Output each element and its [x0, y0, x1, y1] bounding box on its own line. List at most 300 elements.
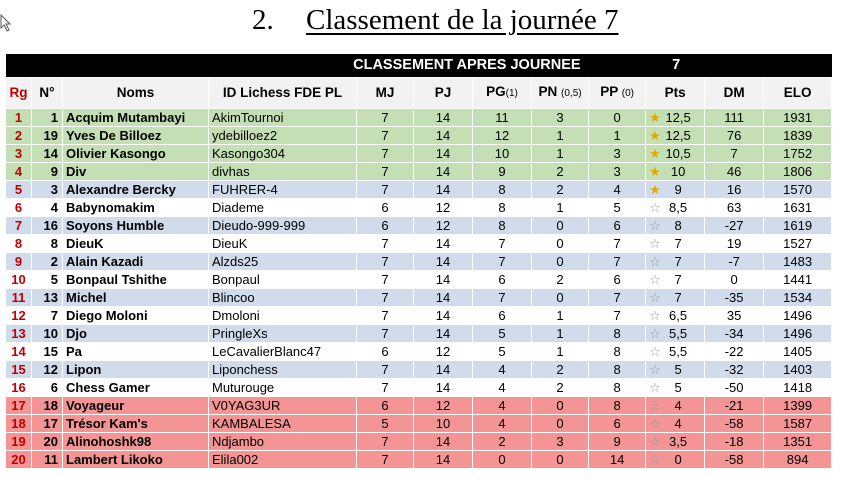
- pn-cell: 0: [532, 397, 589, 415]
- section-heading: [252, 4, 618, 44]
- points-cell: [646, 127, 705, 145]
- pp-cell: 7: [589, 235, 646, 253]
- dm-cell: -27: [705, 217, 764, 235]
- pj-cell: 14: [414, 379, 473, 397]
- player-number-cell: 7: [32, 307, 63, 325]
- player-name-cell: Olivier Kasongo: [63, 145, 209, 163]
- player-number-cell: 20: [32, 433, 63, 451]
- mj-cell: 7: [357, 235, 414, 253]
- lichess-id-cell: Dmoloni: [209, 307, 357, 325]
- elo-cell: 1587: [764, 415, 832, 433]
- rank-cell: 16: [6, 379, 32, 397]
- points-cell: [646, 343, 705, 361]
- rank-cell: 7: [6, 217, 32, 235]
- table-row: [6, 235, 832, 253]
- rank-cell: 8: [6, 235, 32, 253]
- elo-cell: 1441: [764, 271, 832, 289]
- rank-cell: 4: [6, 163, 32, 181]
- grey-star-icon: ☆: [649, 433, 661, 449]
- rank-cell: 1: [6, 109, 32, 127]
- pn-cell: 2: [532, 379, 589, 397]
- player-number-cell: 14: [32, 145, 63, 163]
- elo-cell: 1403: [764, 361, 832, 379]
- points-cell: [646, 253, 705, 271]
- header-lichess-id: ID Lichess FDE PL: [209, 78, 357, 109]
- table-row: [6, 397, 832, 415]
- table-row: [6, 379, 832, 397]
- player-name-cell: Voyageur: [63, 397, 209, 415]
- standings-banner: [6, 54, 832, 78]
- lichess-id-cell: Kasongo304: [209, 145, 357, 163]
- pp-cell: 3: [589, 163, 646, 181]
- player-number-cell: 16: [32, 217, 63, 235]
- header-pp-label: PP: [600, 84, 618, 99]
- elo-cell: 1534: [764, 289, 832, 307]
- elo-cell: 1405: [764, 343, 832, 361]
- pn-cell: 2: [532, 163, 589, 181]
- lichess-id-cell: LeCavalierBlanc47: [209, 343, 357, 361]
- player-name-cell: Diego Moloni: [63, 307, 209, 325]
- rank-cell: 9: [6, 253, 32, 271]
- elo-cell: 1351: [764, 433, 832, 451]
- dm-cell: 7: [705, 145, 764, 163]
- rank-cell: 2: [6, 127, 32, 145]
- dm-cell: 35: [705, 307, 764, 325]
- pp-cell: 8: [589, 397, 646, 415]
- points-value: 5: [674, 361, 682, 377]
- points-value: 4: [674, 397, 682, 413]
- pn-cell: 0: [532, 217, 589, 235]
- dm-cell: -35: [705, 289, 764, 307]
- section-number: 2.: [252, 4, 274, 36]
- dm-cell: 76: [705, 127, 764, 145]
- lichess-id-cell: Muturouge: [209, 379, 357, 397]
- points-value: 8,5: [669, 199, 688, 215]
- player-name-cell: Alain Kazadi: [63, 253, 209, 271]
- rank-cell: 18: [6, 415, 32, 433]
- pg-cell: 6: [473, 271, 532, 289]
- player-name-cell: Alexandre Bercky: [63, 181, 209, 199]
- section-title: Classement de la journée 7: [306, 4, 619, 36]
- pg-cell: 0: [473, 451, 532, 469]
- pj-cell: 14: [414, 127, 473, 145]
- mj-cell: 7: [357, 451, 414, 469]
- table-row: [6, 451, 832, 469]
- lichess-id-cell: Liponchess: [209, 361, 357, 379]
- pj-cell: 14: [414, 163, 473, 181]
- player-number-cell: 3: [32, 181, 63, 199]
- dm-cell: 111: [705, 109, 764, 127]
- points-cell: [646, 379, 705, 397]
- player-number-cell: 9: [32, 163, 63, 181]
- pj-cell: 14: [414, 325, 473, 343]
- table-row: [6, 253, 832, 271]
- table-row: [6, 325, 832, 343]
- points-value: 7: [674, 253, 682, 269]
- lichess-id-cell: Blincoo: [209, 289, 357, 307]
- grey-star-icon: ☆: [649, 217, 661, 233]
- pj-cell: 14: [414, 145, 473, 163]
- grey-star-icon: ☆: [649, 307, 661, 323]
- pg-cell: 10: [473, 145, 532, 163]
- table-row: [6, 163, 832, 181]
- mj-cell: 6: [357, 199, 414, 217]
- pg-cell: 9: [473, 163, 532, 181]
- dm-cell: -18: [705, 433, 764, 451]
- pg-cell: 11: [473, 109, 532, 127]
- grey-star-icon: ☆: [649, 253, 661, 269]
- elo-cell: 1839: [764, 127, 832, 145]
- elo-cell: 1631: [764, 199, 832, 217]
- pg-cell: 4: [473, 361, 532, 379]
- dm-cell: -21: [705, 397, 764, 415]
- points-value: 0: [674, 451, 682, 467]
- points-value: 3,5: [669, 433, 688, 449]
- dm-cell: -58: [705, 451, 764, 469]
- player-name-cell: Bonpaul Tshithe: [63, 271, 209, 289]
- points-cell: [646, 361, 705, 379]
- player-number-cell: 19: [32, 127, 63, 145]
- pj-cell: 14: [414, 181, 473, 199]
- grey-star-icon: ☆: [649, 271, 661, 287]
- player-number-cell: 2: [32, 253, 63, 271]
- dm-cell: 19: [705, 235, 764, 253]
- lichess-id-cell: Bonpaul: [209, 271, 357, 289]
- player-name-cell: Djo: [63, 325, 209, 343]
- standings-table-wrapper: [5, 54, 831, 469]
- pj-cell: 12: [414, 217, 473, 235]
- elo-cell: 1496: [764, 325, 832, 343]
- gold-star-icon: ★: [649, 181, 661, 197]
- pg-cell: 4: [473, 397, 532, 415]
- pj-cell: 12: [414, 397, 473, 415]
- table-row: [6, 343, 832, 361]
- header-number: N°: [32, 78, 63, 109]
- banner-label: CLASSEMENT APRES JOURNEE: [6, 54, 589, 78]
- lichess-id-cell: Alzds25: [209, 253, 357, 271]
- pn-cell: 1: [532, 307, 589, 325]
- elo-cell: 1931: [764, 109, 832, 127]
- table-row: [6, 109, 832, 127]
- player-name-cell: Michel: [63, 289, 209, 307]
- points-cell: [646, 289, 705, 307]
- pp-cell: 7: [589, 289, 646, 307]
- lichess-id-cell: KAMBALESA: [209, 415, 357, 433]
- header-elo: ELO: [764, 78, 832, 109]
- points-cell: [646, 109, 705, 127]
- player-name-cell: DieuK: [63, 235, 209, 253]
- points-cell: [646, 145, 705, 163]
- pn-cell: 0: [532, 289, 589, 307]
- banner-day: 7: [589, 54, 764, 78]
- gold-star-icon: ★: [649, 109, 661, 125]
- player-number-cell: 4: [32, 199, 63, 217]
- pg-cell: 8: [473, 199, 532, 217]
- pp-cell: 1: [589, 127, 646, 145]
- header-rank: Rg: [6, 78, 32, 109]
- header-pg-label: PG: [486, 84, 506, 99]
- dm-cell: -7: [705, 253, 764, 271]
- header-pp: [589, 78, 646, 109]
- elo-cell: 1570: [764, 181, 832, 199]
- pn-cell: 3: [532, 109, 589, 127]
- grey-star-icon: ☆: [649, 397, 661, 413]
- header-pg: [473, 78, 532, 109]
- pn-cell: 0: [532, 253, 589, 271]
- header-pn-label: PN: [538, 84, 558, 99]
- points-value: 7: [674, 271, 682, 287]
- standings-body: [6, 109, 832, 469]
- player-name-cell: Alinohoshk98: [63, 433, 209, 451]
- mouse-cursor-icon: [0, 14, 12, 32]
- header-pn-sub: (0,5): [561, 88, 582, 99]
- points-cell: [646, 307, 705, 325]
- pp-cell: 8: [589, 361, 646, 379]
- lichess-id-cell: Diademe: [209, 199, 357, 217]
- pp-cell: 0: [589, 109, 646, 127]
- pj-cell: 12: [414, 199, 473, 217]
- points-cell: [646, 415, 705, 433]
- player-number-cell: 17: [32, 415, 63, 433]
- elo-cell: 1418: [764, 379, 832, 397]
- pj-cell: 14: [414, 253, 473, 271]
- header-pj: PJ: [414, 78, 473, 109]
- pn-cell: 0: [532, 235, 589, 253]
- gold-star-icon: ★: [649, 163, 661, 179]
- column-header-row: [6, 78, 832, 109]
- points-cell: [646, 217, 705, 235]
- player-name-cell: Lipon: [63, 361, 209, 379]
- table-row: [6, 199, 832, 217]
- pj-cell: 12: [414, 343, 473, 361]
- mj-cell: 6: [357, 217, 414, 235]
- grey-star-icon: ☆: [649, 325, 661, 341]
- rank-cell: 11: [6, 289, 32, 307]
- pp-cell: 3: [589, 145, 646, 163]
- table-row: [6, 145, 832, 163]
- pj-cell: 14: [414, 235, 473, 253]
- points-value: 5,5: [669, 343, 688, 359]
- points-value: 10: [670, 163, 686, 179]
- points-value: 12,5: [665, 127, 691, 143]
- player-name-cell: Lambert Likoko: [63, 451, 209, 469]
- table-row: [6, 433, 832, 451]
- pp-cell: 9: [589, 433, 646, 451]
- player-name-cell: Acquim Mutambayi: [63, 109, 209, 127]
- grey-star-icon: ☆: [649, 379, 661, 395]
- pj-cell: 14: [414, 361, 473, 379]
- pg-cell: 8: [473, 181, 532, 199]
- mj-cell: 5: [357, 415, 414, 433]
- pn-cell: 2: [532, 271, 589, 289]
- lichess-id-cell: PringleXs: [209, 325, 357, 343]
- pj-cell: 14: [414, 307, 473, 325]
- pn-cell: 2: [532, 361, 589, 379]
- pn-cell: 1: [532, 325, 589, 343]
- rank-cell: 14: [6, 343, 32, 361]
- table-row: [6, 361, 832, 379]
- pp-cell: 4: [589, 181, 646, 199]
- gold-star-icon: ★: [649, 145, 661, 161]
- rank-cell: 12: [6, 307, 32, 325]
- rank-cell: 6: [6, 199, 32, 217]
- points-value: 5,5: [669, 325, 688, 341]
- pn-cell: 0: [532, 451, 589, 469]
- player-number-cell: 12: [32, 361, 63, 379]
- header-pp-sub: (0): [621, 88, 634, 99]
- pj-cell: 14: [414, 271, 473, 289]
- elo-cell: 1483: [764, 253, 832, 271]
- dm-cell: -32: [705, 361, 764, 379]
- elo-cell: 1806: [764, 163, 832, 181]
- gold-star-icon: ★: [649, 127, 661, 143]
- pn-cell: 1: [532, 145, 589, 163]
- grey-star-icon: ☆: [649, 451, 661, 467]
- pp-cell: 8: [589, 379, 646, 397]
- lichess-id-cell: DieuK: [209, 235, 357, 253]
- points-value: 5: [674, 379, 682, 395]
- dm-cell: -34: [705, 325, 764, 343]
- pg-cell: 12: [473, 127, 532, 145]
- dm-cell: -58: [705, 415, 764, 433]
- pg-cell: 5: [473, 343, 532, 361]
- grey-star-icon: ☆: [649, 289, 661, 305]
- dm-cell: -22: [705, 343, 764, 361]
- rank-cell: 19: [6, 433, 32, 451]
- mj-cell: 7: [357, 289, 414, 307]
- pp-cell: 14: [589, 451, 646, 469]
- pg-cell: 6: [473, 307, 532, 325]
- player-number-cell: 11: [32, 451, 63, 469]
- pp-cell: 7: [589, 253, 646, 271]
- pp-cell: 6: [589, 271, 646, 289]
- rank-cell: 13: [6, 325, 32, 343]
- pj-cell: 14: [414, 289, 473, 307]
- pn-cell: 2: [532, 181, 589, 199]
- elo-cell: 1496: [764, 307, 832, 325]
- elo-cell: 1752: [764, 145, 832, 163]
- grey-star-icon: ☆: [649, 343, 661, 359]
- lichess-id-cell: divhas: [209, 163, 357, 181]
- pp-cell: 8: [589, 325, 646, 343]
- points-value: 8: [674, 217, 682, 233]
- lichess-id-cell: Ndjambo: [209, 433, 357, 451]
- mj-cell: 7: [357, 253, 414, 271]
- grey-star-icon: ☆: [649, 235, 661, 251]
- table-row: [6, 181, 832, 199]
- pg-cell: 7: [473, 235, 532, 253]
- lichess-id-cell: Elila002: [209, 451, 357, 469]
- mj-cell: 7: [357, 109, 414, 127]
- table-row: [6, 415, 832, 433]
- pp-cell: 7: [589, 307, 646, 325]
- pn-cell: 1: [532, 127, 589, 145]
- rank-cell: 5: [6, 181, 32, 199]
- header-name: Noms: [63, 78, 209, 109]
- lichess-id-cell: FUHRER-4: [209, 181, 357, 199]
- lichess-id-cell: ydebilloez2: [209, 127, 357, 145]
- rank-cell: 10: [6, 271, 32, 289]
- page-footer-fragment: [0, 474, 120, 483]
- points-cell: [646, 397, 705, 415]
- points-cell: [646, 163, 705, 181]
- points-value: 10,5: [665, 145, 691, 161]
- table-row: [6, 307, 832, 325]
- points-cell: [646, 235, 705, 253]
- header-pn: [532, 78, 589, 109]
- points-value: 7: [674, 289, 682, 305]
- header-pg-sub: (1): [505, 88, 518, 99]
- table-row: [6, 271, 832, 289]
- points-cell: [646, 433, 705, 451]
- player-name-cell: Babynomakim: [63, 199, 209, 217]
- lichess-id-cell: V0YAG3UR: [209, 397, 357, 415]
- mj-cell: 7: [357, 145, 414, 163]
- mj-cell: 7: [357, 163, 414, 181]
- pj-cell: 10: [414, 415, 473, 433]
- player-number-cell: 1: [32, 109, 63, 127]
- player-name-cell: Soyons Humble: [63, 217, 209, 235]
- grey-star-icon: ☆: [649, 199, 661, 215]
- lichess-id-cell: AkimTournoi: [209, 109, 357, 127]
- player-number-cell: 5: [32, 271, 63, 289]
- rank-cell: 15: [6, 361, 32, 379]
- pj-cell: 14: [414, 109, 473, 127]
- player-name-cell: Pa: [63, 343, 209, 361]
- mj-cell: 7: [357, 271, 414, 289]
- pp-cell: 5: [589, 199, 646, 217]
- player-number-cell: 8: [32, 235, 63, 253]
- mj-cell: 6: [357, 343, 414, 361]
- pg-cell: 7: [473, 289, 532, 307]
- player-name-cell: Chess Gamer: [63, 379, 209, 397]
- elo-cell: 1399: [764, 397, 832, 415]
- rank-cell: 3: [6, 145, 32, 163]
- rank-cell: 20: [6, 451, 32, 469]
- pg-cell: 5: [473, 325, 532, 343]
- elo-cell: 1619: [764, 217, 832, 235]
- lichess-id-cell: Dieudo-999-999: [209, 217, 357, 235]
- pn-cell: 3: [532, 433, 589, 451]
- pj-cell: 14: [414, 433, 473, 451]
- player-number-cell: 15: [32, 343, 63, 361]
- mj-cell: 6: [357, 397, 414, 415]
- mj-cell: 7: [357, 307, 414, 325]
- mj-cell: 7: [357, 181, 414, 199]
- dm-cell: 0: [705, 271, 764, 289]
- pg-cell: 8: [473, 217, 532, 235]
- points-cell: [646, 199, 705, 217]
- dm-cell: -50: [705, 379, 764, 397]
- banner-spacer: [764, 54, 832, 78]
- dm-cell: 46: [705, 163, 764, 181]
- player-name-cell: Yves De Billoez: [63, 127, 209, 145]
- player-number-cell: 18: [32, 397, 63, 415]
- pg-cell: 2: [473, 433, 532, 451]
- dm-cell: 16: [705, 181, 764, 199]
- elo-cell: 894: [764, 451, 832, 469]
- player-number-cell: 13: [32, 289, 63, 307]
- pn-cell: 0: [532, 415, 589, 433]
- player-name-cell: Div: [63, 163, 209, 181]
- table-row: [6, 289, 832, 307]
- pn-cell: 1: [532, 199, 589, 217]
- pp-cell: 6: [589, 217, 646, 235]
- points-cell: [646, 325, 705, 343]
- player-number-cell: 10: [32, 325, 63, 343]
- table-row: [6, 127, 832, 145]
- header-mj: MJ: [357, 78, 414, 109]
